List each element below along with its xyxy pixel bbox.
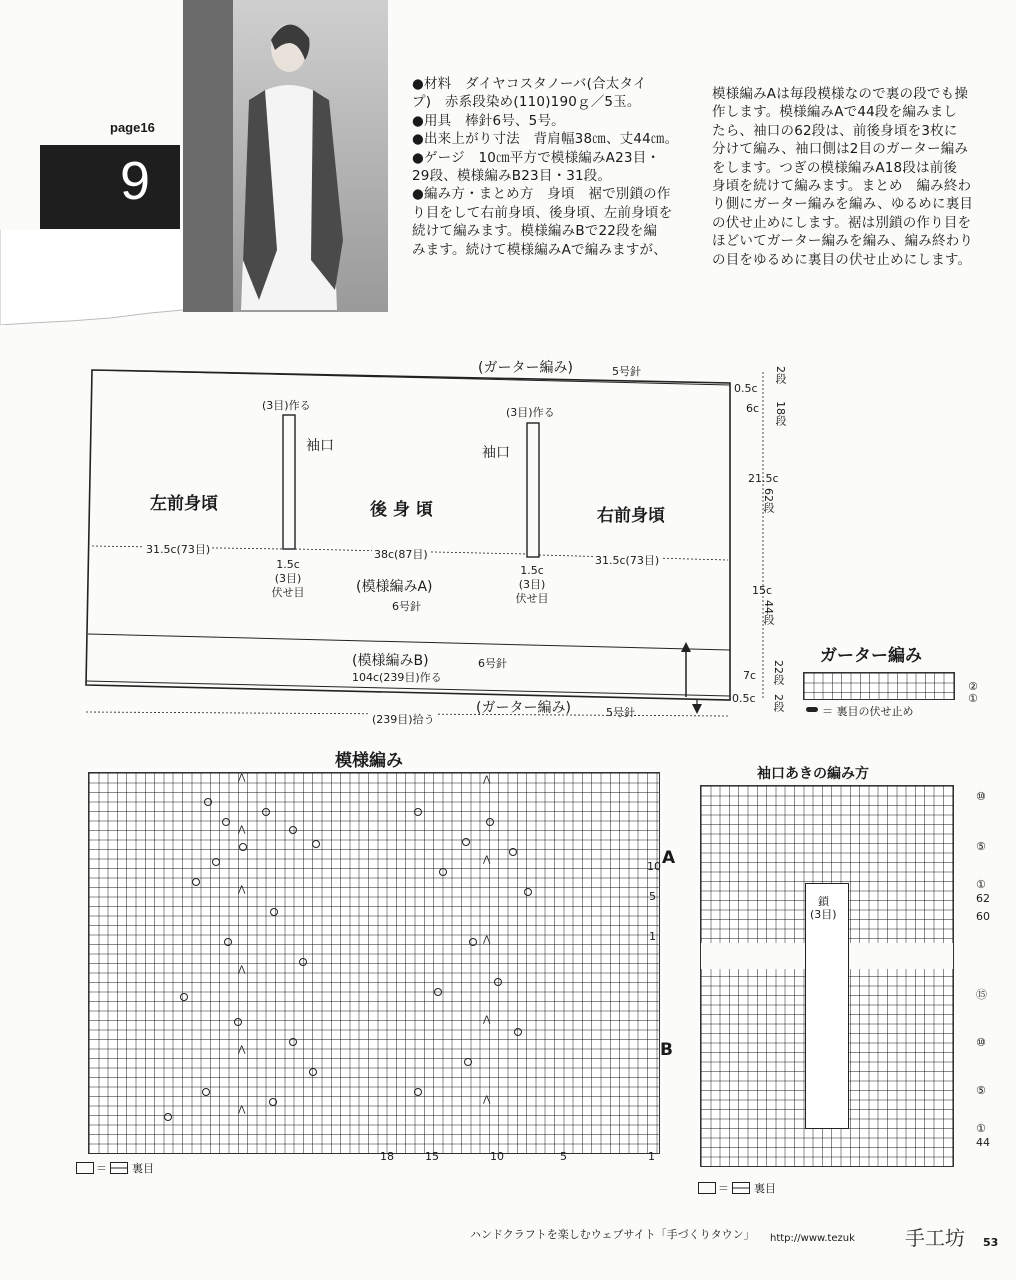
svg-text:⋀: ⋀ [483, 1095, 491, 1105]
instruction-line: ほどいてガーター編みを編み、編み終わり [712, 233, 974, 250]
svg-text:⋀: ⋀ [483, 1015, 491, 1025]
svg-text:⋀: ⋀ [238, 773, 246, 783]
chain-label: 鎖 [818, 895, 829, 908]
height-pattern-a-lower: 15c [752, 584, 773, 597]
pattern-b-label: (模様編みB) [352, 653, 429, 669]
armhole-row-15: ⑮ [976, 988, 987, 1001]
garter-row-1: ① [968, 692, 978, 705]
right-front-label: 右前身頃 [597, 506, 665, 526]
armhole-row-5-top: ⑤ [976, 840, 986, 853]
armhole-row-1: ① [976, 1122, 986, 1135]
armhole-row-5: ⑤ [976, 1084, 986, 1097]
instruction-line: の目をゆるめに裏目の伏せ止めにします。 [712, 251, 972, 268]
svg-text:⋀: ⋀ [483, 775, 491, 785]
svg-text:⋀: ⋀ [238, 885, 246, 895]
left-front-label: 左前身頃 [150, 494, 218, 514]
instruction-line: り側にガーター編みを編み、ゆるめに裏目 [712, 196, 974, 213]
purl-square-icon [110, 1162, 128, 1174]
armhole-legend-equals: ＝ [718, 1182, 729, 1195]
bottom-num-15: 15 [425, 1150, 439, 1163]
chain-count: (3目) [810, 908, 837, 921]
rows-top-garter: 2段 [774, 366, 787, 384]
instruction-line: 作します。模様編みAで44段を編みまし [712, 104, 958, 121]
armhole-row-10: ⑩ [976, 1036, 986, 1049]
right-width: 31.5c(73目) [595, 554, 660, 567]
svg-text:⋀: ⋀ [238, 1045, 246, 1055]
bind-off-text: 伏せ目 [271, 586, 305, 599]
garter-row-2: ② [968, 680, 978, 693]
rows-pattern-a-lower: 44段 [762, 600, 775, 625]
bottom-num-5: 5 [560, 1150, 567, 1163]
item-number: 9 [120, 151, 151, 211]
pattern-chart-title: 模様編み [335, 751, 403, 771]
bottom-num-1: 1 [648, 1150, 655, 1163]
armhole-row-62: 62 [976, 892, 990, 905]
bind-off-symbol-icon [806, 707, 818, 712]
instruction-line: ●用具 棒針6号、5号。 [412, 112, 565, 129]
rows-bottom-garter: 2段 [772, 694, 785, 712]
left-width: 31.5c(73目) [146, 543, 211, 556]
rows-pattern-b: 22段 [772, 660, 785, 685]
armhole-row-10-top: ⑩ [976, 790, 986, 803]
instruction-line: をします。つぎの模様編みA18段は前後 [712, 159, 958, 176]
instruction-line: の伏せ止めにします。裾は別鎖の作り目を [712, 214, 972, 231]
pattern-a-needle: 6号針 [392, 600, 421, 613]
footer-text: ハンドクラフトを楽しむウェブサイト「手づくりタウン」 [470, 1228, 755, 1241]
left-armhole-label: 袖口 [306, 438, 334, 454]
legend-equals: ＝ [96, 1162, 107, 1175]
garter-top-label: (ガーター編み) [478, 360, 573, 376]
bind-off-text: 伏せ目 [515, 592, 549, 605]
armhole-chart-title: 袖口あきの編み方 [757, 766, 869, 782]
armhole-legend-purl: 裏目 [754, 1182, 776, 1195]
instruction-line: り目をして右前身頃、後身頃、左前身頃を [412, 204, 673, 221]
instruction-line: ●出来上がり寸法 背肩幅38㎝、丈44㎝。 [412, 131, 679, 148]
side-num-1: 1 [649, 930, 656, 943]
height-bottom-garter: 0.5c [732, 692, 756, 705]
pickup-label: (239目)拾う [372, 713, 435, 726]
watermark-brand: 手工坊 [905, 1226, 965, 1250]
garter-bottom-needle: 5号針 [606, 706, 635, 719]
bind-off-stitches: (3目) [274, 572, 302, 585]
height-armhole: 21.5c [748, 472, 779, 485]
garter-title: ガーター編み [820, 646, 922, 666]
svg-text:⋀: ⋀ [238, 965, 246, 975]
garter-top-needle: 5号針 [612, 365, 641, 378]
instruction-line: 模様編みAは毎段模様なので裏の段でも操 [712, 86, 969, 102]
bind-off-stitches: (3目) [518, 578, 546, 591]
pattern-chart-symbols [88, 772, 660, 1154]
instruction-line: ●ゲージ 10㎝平方で模様編みA23目・ [412, 149, 661, 166]
bind-off-size: 1.5c [520, 564, 544, 577]
side-num-10: 10 [647, 860, 661, 873]
legend-purl: 裏目 [132, 1162, 154, 1175]
bottom-num-10: 10 [490, 1150, 504, 1163]
pattern-b-needle: 6号針 [478, 657, 507, 670]
rows-armhole: 62段 [762, 488, 775, 513]
cast-on-label: 104c(239目)作る [352, 671, 442, 684]
instruction-line: ●材料 ダイヤコスタノーバ(合太タイ [412, 76, 647, 92]
rows-top-section: 18段 [774, 401, 787, 426]
side-num-5: 5 [649, 890, 656, 903]
bottom-num-18: 18 [380, 1150, 394, 1163]
height-pattern-b: 7c [743, 669, 757, 682]
section-a-label: A [662, 848, 676, 868]
svg-text:⋀: ⋀ [238, 825, 246, 835]
instruction-line: プ) 赤系段染め(110)190ｇ／5玉。 [412, 94, 641, 111]
height-top-section: 6c [746, 402, 760, 415]
instruction-line: みます。続けて模様編みAで編みますが、 [412, 241, 667, 258]
instruction-line: 分けて編み、袖口側は2目のガーター編み [712, 141, 969, 158]
right-armhole-cast-on: (3目)作る [506, 406, 555, 419]
svg-text:⋀: ⋀ [483, 855, 491, 865]
footer-url[interactable]: http://www.tezuk [770, 1233, 855, 1244]
armhole-row-60: 60 [976, 910, 990, 923]
armhole-row-1-top: ① [976, 878, 986, 891]
height-top-garter: 0.5c [734, 382, 758, 395]
left-armhole-cast-on: (3目)作る [262, 399, 311, 412]
right-armhole-label: 袖口 [482, 445, 510, 461]
purl-square-icon [732, 1182, 750, 1194]
instruction-line: 29段、模様編みB23目・31段。 [412, 168, 612, 185]
instruction-line: 続けて編みます。模様編みBで22段を編 [412, 223, 658, 240]
page-number: 53 [983, 1236, 999, 1249]
blank-square-icon [76, 1162, 94, 1174]
left-bind-off [268, 558, 308, 600]
instruction-line: たら、袖口の62段は、前後身頃を3枚に [712, 122, 958, 139]
pattern-a-label: (模様編みA) [356, 579, 433, 595]
blank-square-icon [698, 1182, 716, 1194]
bind-off-size: 1.5c [276, 558, 300, 571]
svg-text:⋀: ⋀ [483, 935, 491, 945]
svg-text:⋀: ⋀ [238, 1105, 246, 1115]
center-width: 38c(87目) [374, 548, 428, 561]
back-label: 後 身 頃 [370, 500, 433, 520]
instruction-line: 身頃を続けて編みます。まとめ 編み終わ [712, 178, 972, 195]
instruction-line: ●編み方・まとめ方 身頃 裾で別鎖の作 [412, 186, 671, 203]
section-b-label: B [660, 1040, 673, 1060]
armhole-row-44: 44 [976, 1136, 990, 1149]
garter-legend: ＝ 裏目の伏せ止め [822, 705, 914, 718]
garter-bottom-label: (ガーター編み) [476, 700, 571, 716]
right-bind-off [512, 564, 552, 606]
garter-chart [803, 672, 955, 700]
page-reference: page16 [110, 120, 155, 135]
